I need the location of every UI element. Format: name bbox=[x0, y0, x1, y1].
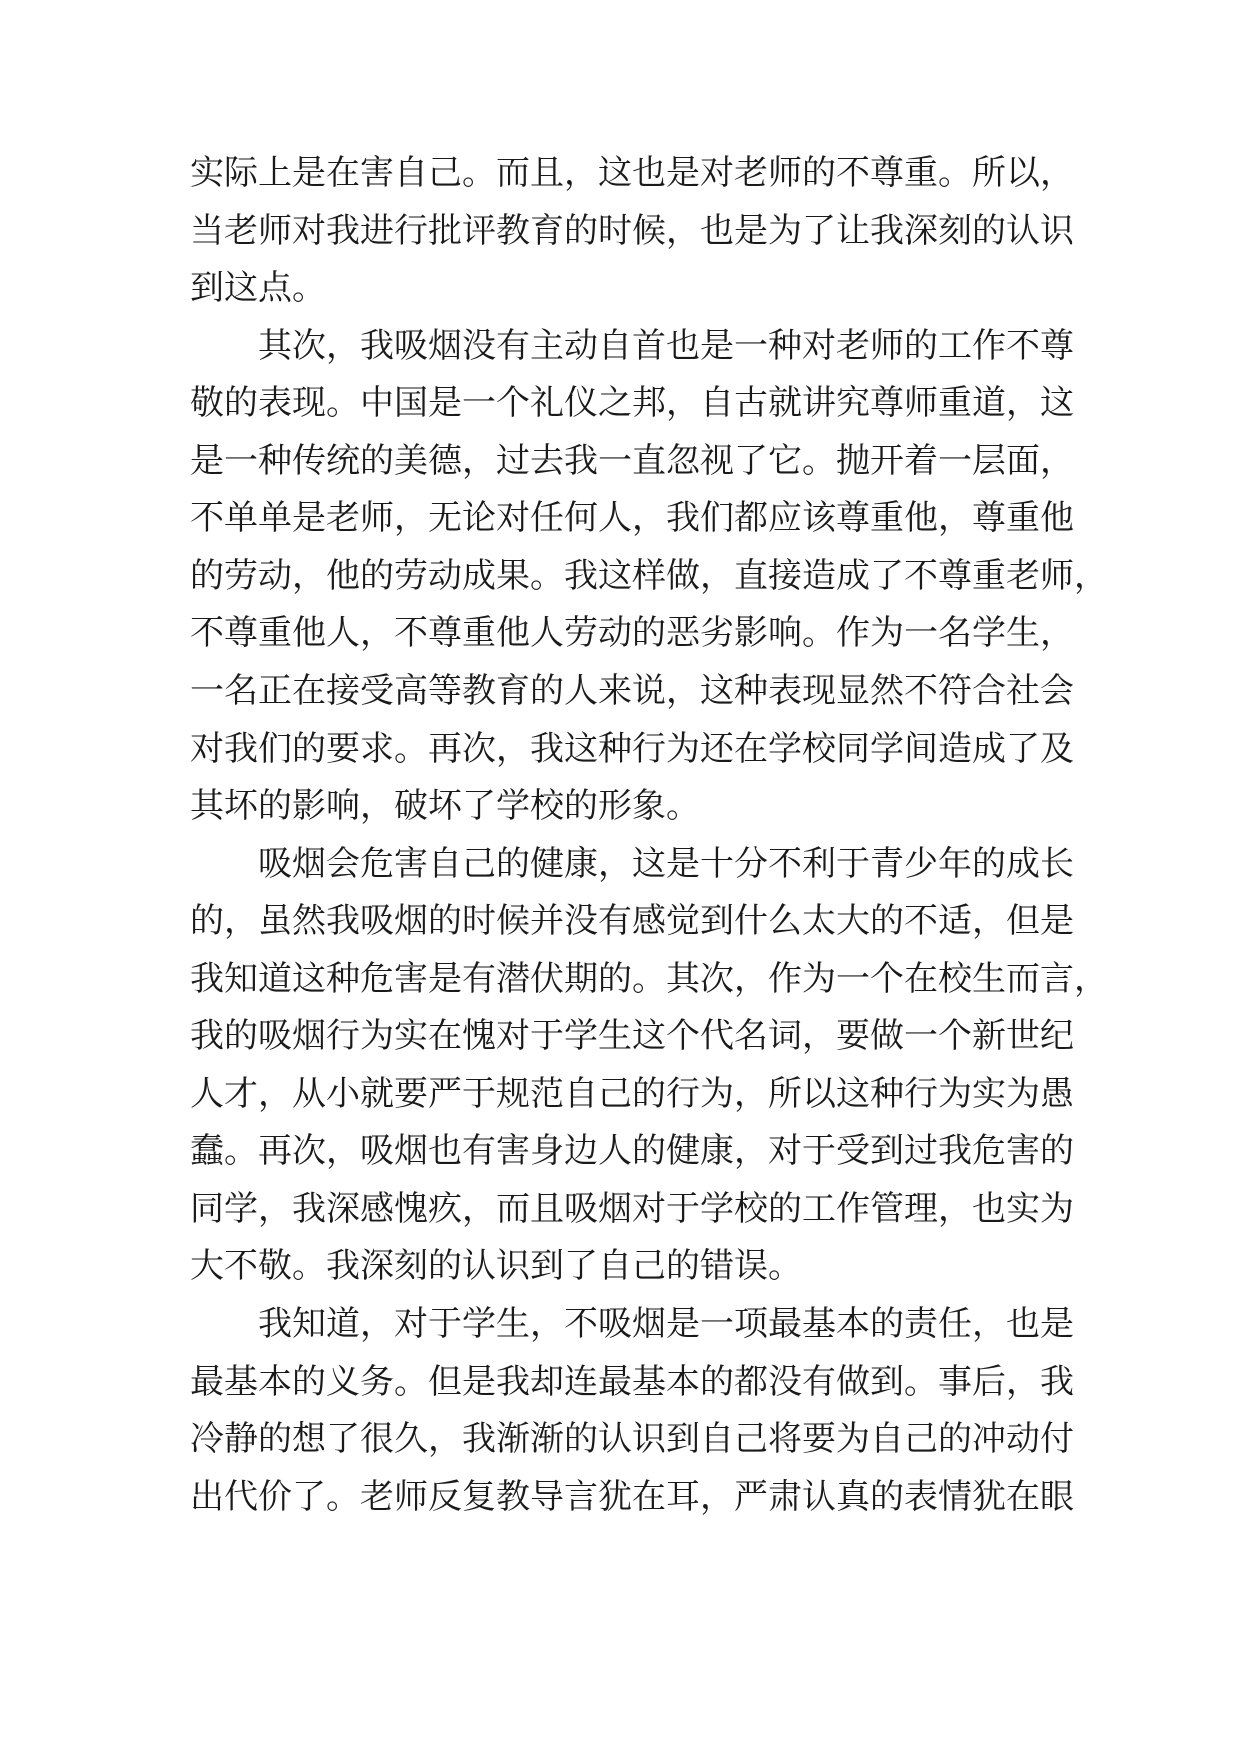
paragraph-3-line-8: 大不敬。我深刻的认识到了自己的错误。 bbox=[190, 1246, 802, 1286]
paragraph-1-line-1: 实际上是在害自己。而且，这也是对老师的不尊重。所以， bbox=[190, 153, 1074, 193]
paragraph-3-line-3: 我知道这种危害是有潜伏期的。其次，作为一个在校生而言， bbox=[190, 959, 1108, 999]
paragraph-2-line-6: 不尊重他人，不尊重他人劳动的恶劣影响。作为一名学生， bbox=[190, 613, 1074, 653]
paragraph-2-line-3: 是一种传统的美德，过去我一直忽视了它。抛开着一层面， bbox=[190, 441, 1074, 481]
paragraph-4-line-2: 最基本的义务。但是我却连最基本的都没有做到。事后，我 bbox=[190, 1362, 1074, 1402]
paragraph-3-line-2: 的，虽然我吸烟的时候并没有感觉到什么太大的不适，但是 bbox=[190, 901, 1074, 941]
paragraph-1-line-2: 当老师对我进行批评教育的时候，也是为了让我深刻的认识 bbox=[190, 211, 1074, 251]
paragraph-3-line-7: 同学，我深感愧疚，而且吸烟对于学校的工作管理，也实为 bbox=[190, 1189, 1074, 1229]
paragraph-3-line-4: 我的吸烟行为实在愧对于学生这个代名词，要做一个新世纪 bbox=[190, 1016, 1074, 1056]
paragraph-2-line-8: 对我们的要求。再次，我这种行为还在学校同学间造成了及 bbox=[190, 729, 1074, 769]
paragraph-2-line-4: 不单单是老师，无论对任何人，我们都应该尊重他，尊重他 bbox=[190, 498, 1074, 538]
paragraph-4-line-1: 我知道，对于学生，不吸烟是一项最基本的责任，也是 bbox=[258, 1304, 1074, 1344]
paragraph-1-line-3: 到这点。 bbox=[190, 268, 326, 308]
paragraph-3-line-1: 吸烟会危害自己的健康，这是十分不利于青少年的成长 bbox=[258, 844, 1074, 884]
paragraph-2-line-7: 一名正在接受高等教育的人来说，这种表现显然不符合社会 bbox=[190, 671, 1074, 711]
paragraph-3-line-6: 蠢。再次，吸烟也有害身边人的健康，对于受到过我危害的 bbox=[190, 1131, 1074, 1171]
paragraph-2-line-2: 敬的表现。中国是一个礼仪之邦，自古就讲究尊师重道，这 bbox=[190, 383, 1074, 423]
paragraph-3-line-5: 人才，从小就要严于规范自己的行为，所以这种行为实为愚 bbox=[190, 1074, 1074, 1114]
paragraph-4-line-3: 冷静的想了很久，我渐渐的认识到自己将要为自己的冲动付 bbox=[190, 1419, 1074, 1459]
paragraph-2-line-5: 的劳动，他的劳动成果。我这样做，直接造成了不尊重老师， bbox=[190, 556, 1108, 596]
paragraph-4-line-4: 出代价了。老师反复教导言犹在耳，严肃认真的表情犹在眼 bbox=[190, 1477, 1074, 1517]
paragraph-2-line-1: 其次，我吸烟没有主动自首也是一种对老师的工作不尊 bbox=[258, 326, 1074, 366]
paragraph-2-line-9: 其坏的影响，破坏了学校的形象。 bbox=[190, 786, 700, 826]
